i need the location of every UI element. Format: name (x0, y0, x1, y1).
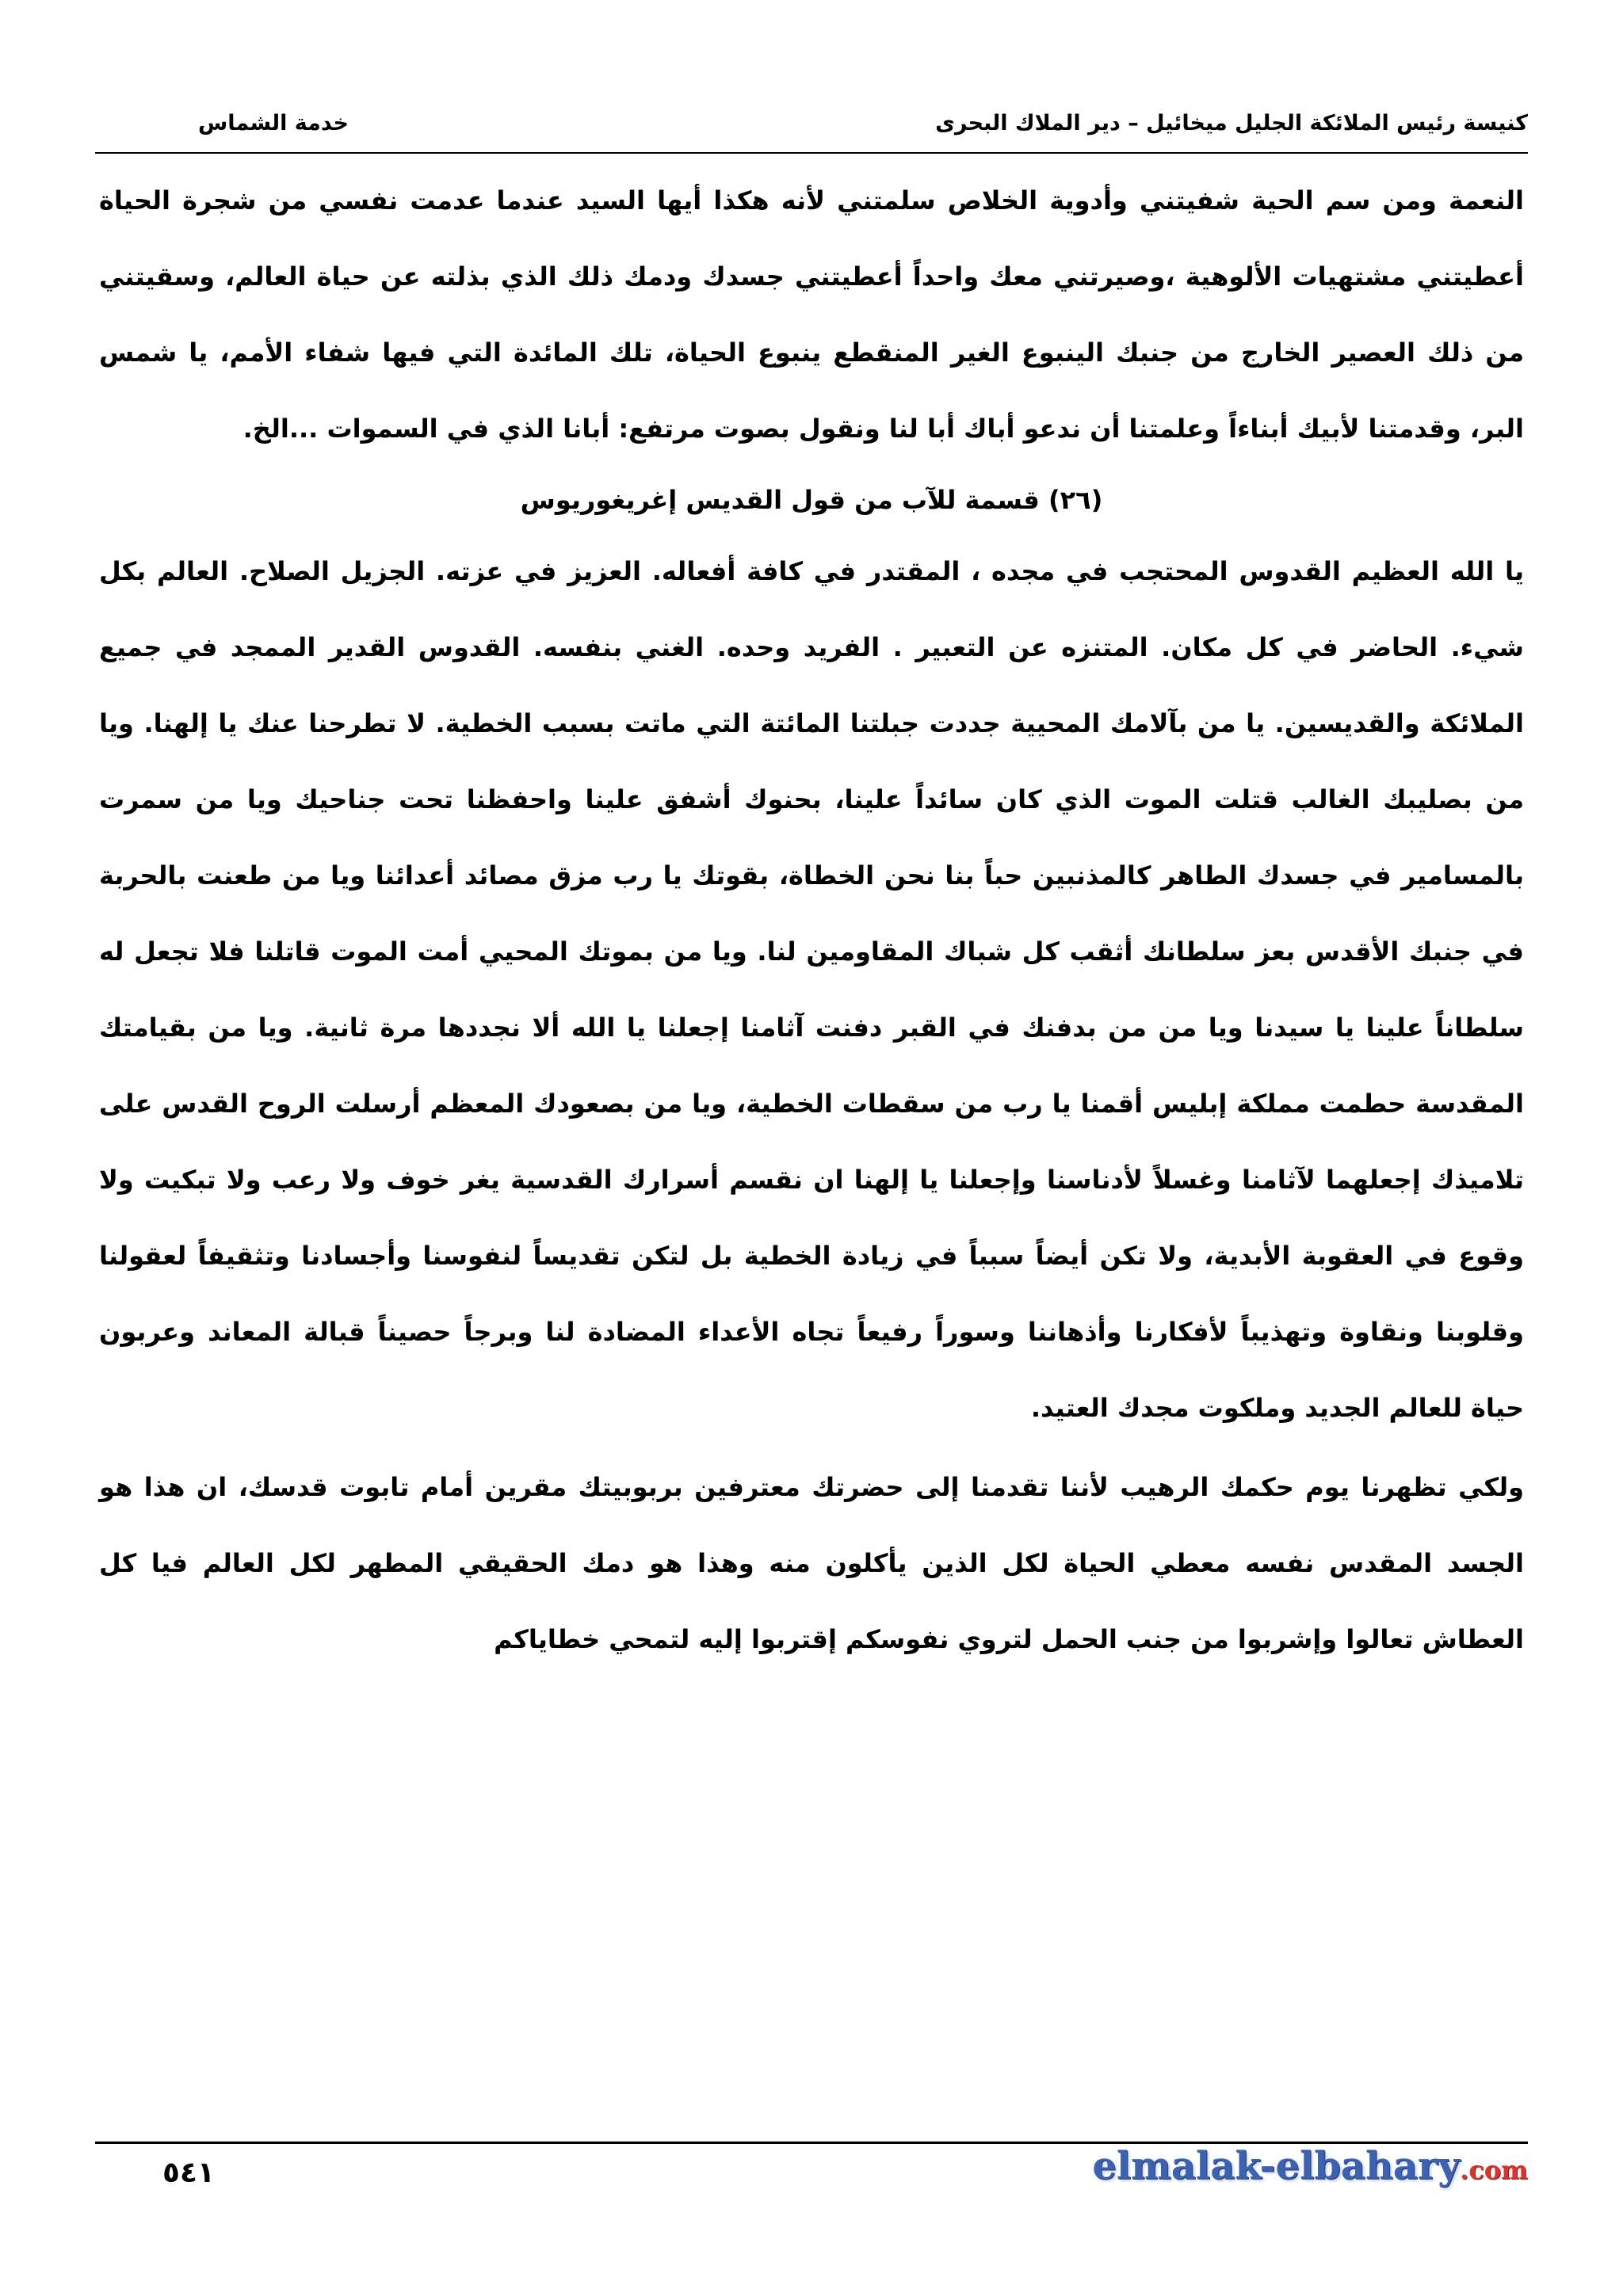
site-logo (1092, 2144, 1528, 2188)
section-heading: (٢٦) قسمة للآب من قول القديس إغريغوريوس (520, 485, 1103, 515)
section-title: خدمة الشماس (198, 111, 349, 135)
page-number: ٥٤١ (162, 2157, 215, 2189)
paragraph-3: ولكي تظهرنا يوم حكمك الرهيب لأننا تقدمنا إلى حضرتك معترفين بربوبيتك مقرين أمام تابوت قدسك، ان هذا هو الجسد المقدس نفسه معطي الحياة لكل الذين يأكلون منه وهذا هو دمك الحقيقي المطهر لكل العالم فيا كل العطاش تعالوا وإشربوا من جنب الحمل لتروي نفوسكم إقتربوا إليه لتمحي خطاياكم (99, 1472, 1524, 1654)
page-content (99, 162, 1524, 1677)
header-divider (95, 152, 1528, 154)
logo-domain-suffix: .com (1460, 2155, 1528, 2185)
church-title: كنيسة رئيس الملائكة الجليل ميخائيل – دير الملاك البحرى (935, 111, 1528, 135)
logo-main-text: elmalak-elbahary (1092, 2144, 1461, 2188)
page-header (95, 111, 1528, 151)
paragraph-2: يا الله العظيم القدوس المحتجب في مجده ، المقتدر في كافة أفعاله. العزيز في عزته. الجزيل الصلاح. العالم بكل شيء. الحاضر في كل مكان. المتنزه عن التعبير . الفريد وحده. الغني بنفسه. القدوس القدير الممجد في جميع الملائكة والقديسين. يا من بآلامك المحيية جددت جبلتنا المائتة التي ماتت بسبب الخطية. لا تطرحنا عنك يا إلهنا. ويا من بصليبك الغالب قتلت الموت الذي كان سائداً علينا، بحنوك أشفق علينا واحفظنا تحت جناحيك ويا من سمرت بالمسامير في جسدك الطاهر كالمذنبين حباً بنا نحن الخطاة، بقوتك يا رب مزق مصائد أعدائنا ويا من طعنت بالحربة في جنبك الأقدس بعز سلطانك أثقب كل شباك المقاومين لنا. ويا من بموتك المحيي أمت الموت قاتلنا فلا تجعل له سلطاناً علينا يا سيدنا ويا من من بدفنك في القبر دفنت آثامنا إجعلنا يا الله ألا نجددها مرة ثانية. ويا من بقيامتك المقدسة حطمت مملكة إبليس أقمنا يا رب من سقطات الخطية، ويا من بصعودك المعظم أرسلت الروح القدس على تلاميذك إجعلهما لآثامنا وغسلاً لأدناسنا وإجعلنا يا إلهنا ان نقسم أسرارك القدسية يغر خوف ولا رعب ولا تبكيت ولا وقوع في العقوبة الأبدية، ولا تكن أيضاً سبباً في زيادة الخطية بل لتكن تقديساً لنفوسنا وأجسادنا وتثقيفاً لعقولنا وقلوبنا ونقاوة وتهذيباً لأفكارنا وأذهاننا وسوراً رفيعاً تجاه الأعداء المضادة لنا وبرجاً حصيناً قبالة المعاند وعربون حياة للعالم الجديد وملكوت مجدك العتيد. (99, 556, 1524, 1423)
paragraph-1: النعمة ومن سم الحية شفيتني وأدوية الخلاص سلمتني لأنه هكذا أيها السيد عندما عدمت نفسي من شجرة الحياة أعطيتني مشتهيات الألوهية ،وصيرتني معك واحداً أعطيتني جسدك ودمك ذلك الذي بذلته عن حياة العالم، وسقيتني من ذلك العصير الخارج من جنبك الينبوع الغير المنقطع ينبوع الحياة، تلك المائدة التي فيها شفاء الأمم، يا شمس البر، وقدمتنا لأبيك أبناءاً وعلمتنا أن ندعو أباك أبا لنا ونقول بصوت مرتفع: أبانا الذي في السموات ...الخ. (99, 185, 1524, 444)
